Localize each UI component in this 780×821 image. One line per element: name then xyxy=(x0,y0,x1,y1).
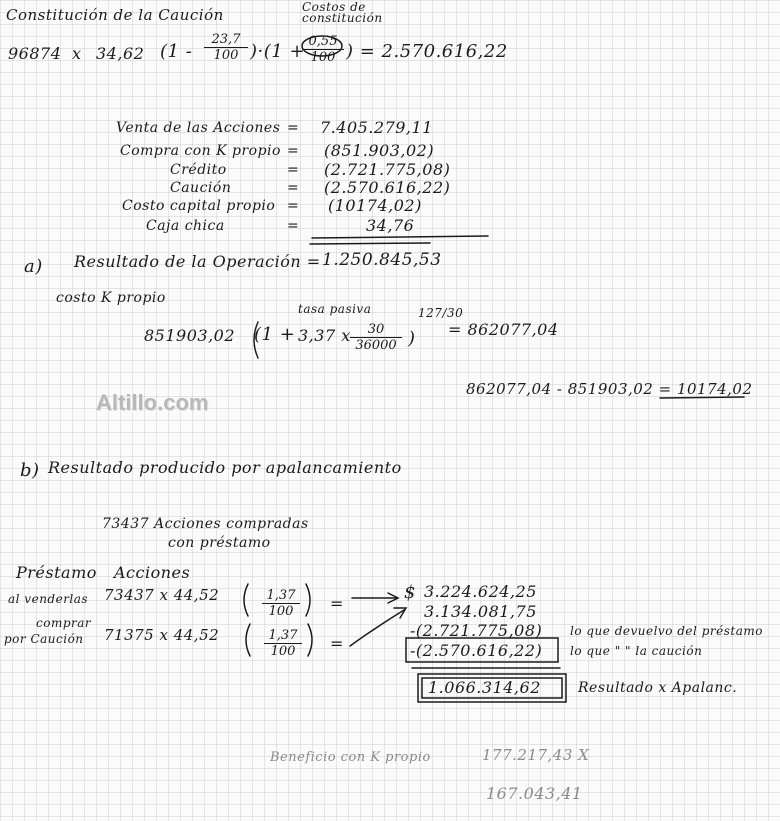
caucion-fraction-1 xyxy=(204,32,248,63)
fraction-numerator: 1,37 xyxy=(264,628,302,644)
costo-k-label: costo K propio xyxy=(56,290,166,306)
part-b-label: Resultado producido por apalancamiento xyxy=(48,458,402,477)
summary-eq: = xyxy=(287,143,300,159)
fraction-denominator: 100 xyxy=(270,644,296,659)
note-3: lo que devuelvo del préstamo xyxy=(570,624,763,638)
caucion-result: ) = 2.570.616,22 xyxy=(346,41,508,62)
fraction-numerator: 30 xyxy=(350,322,402,338)
dollar-sign: $ xyxy=(404,582,416,603)
summary-eq: = xyxy=(287,120,300,136)
bracket-right xyxy=(306,584,310,616)
costo-k-fraction xyxy=(350,322,402,353)
value-3: -(2.721.775,08) xyxy=(410,621,543,640)
col-acciones: Acciones xyxy=(114,563,191,582)
costos-note: Costos de constitución xyxy=(302,0,383,25)
part-a-value: 1.250.845,53 xyxy=(322,250,442,270)
arrow-curve xyxy=(350,610,404,646)
bracket-left xyxy=(246,624,250,656)
caucion-mid: )·(1 + xyxy=(250,41,306,62)
col-prestamo: Préstamo xyxy=(16,563,97,582)
row2-label-a: comprar xyxy=(36,616,92,630)
summary-label: Crédito xyxy=(170,162,227,178)
page-heading: Constitución de la Caución xyxy=(6,6,224,24)
separator-line-2 xyxy=(310,243,430,244)
fraction-numerator: 23,7 xyxy=(204,32,248,48)
costo-k-rate: 3,37 x xyxy=(298,326,351,345)
summary-label: Caución xyxy=(170,180,232,196)
caucion-mult: x xyxy=(72,44,82,63)
bracket-left xyxy=(244,584,248,616)
summary-value: (10174,02) xyxy=(328,196,422,215)
caucion-qty: 96874 xyxy=(8,44,62,63)
summary-value: 34,76 xyxy=(366,216,415,235)
caucion-fraction-2 xyxy=(302,34,344,65)
acciones-line-2: con préstamo xyxy=(168,535,271,551)
beneficio-value: 177.217,43 X xyxy=(482,746,590,764)
value-2: 3.134.081,75 xyxy=(424,602,537,621)
arrow-head xyxy=(388,593,398,603)
summary-value: (851.903,02) xyxy=(324,141,435,160)
part-a-marker: a) xyxy=(24,256,43,277)
total-label: Resultado x Apalanc. xyxy=(578,680,738,696)
summary-label: Costo capital propio xyxy=(122,198,276,214)
costo-k-exponent: 127/30 xyxy=(418,306,464,320)
acciones-line-1: 73437 Acciones compradas xyxy=(102,516,309,532)
row2-fraction xyxy=(264,628,302,659)
summary-label: Caja chica xyxy=(146,218,225,234)
summary-value: (2.570.616,22) xyxy=(324,178,451,197)
part-a-label: Resultado de la Operación = xyxy=(74,252,321,271)
beneficio-label: Beneficio con K propio xyxy=(270,750,431,765)
costo-k-open: (1 + xyxy=(254,324,296,345)
fraction-numerator: 1,37 xyxy=(262,588,300,604)
value-1: 3.224.624,25 xyxy=(424,582,537,601)
separator-line xyxy=(312,236,488,238)
fraction-denominator: 100 xyxy=(310,50,336,65)
costo-k-base: 851903,02 xyxy=(144,326,236,345)
summary-value: 7.405.279,11 xyxy=(320,118,433,137)
note-4: lo que " " la caución xyxy=(570,644,703,658)
watermark: Altillo.com xyxy=(96,390,209,415)
costo-k-diff: 862077,04 - 851903,02 = 10174,02 xyxy=(466,380,753,398)
summary-label: Venta de las Acciones xyxy=(116,120,281,136)
row1-label: al venderlas xyxy=(8,592,89,606)
row2-label-b: por Caución xyxy=(4,632,84,646)
fraction-denominator: 100 xyxy=(213,48,239,63)
row1-calc: 73437 x 44,52 xyxy=(104,586,220,604)
costo-k-close: ) xyxy=(408,328,416,349)
row1-fraction xyxy=(262,588,300,619)
value-4: -(2.570.616,22) xyxy=(410,641,543,660)
bracket-right xyxy=(308,624,312,656)
part-b-marker: b) xyxy=(20,460,40,481)
summary-eq: = xyxy=(287,218,300,234)
row1-eq: = xyxy=(330,594,344,613)
summary-eq: = xyxy=(287,180,300,196)
caucion-open: (1 - xyxy=(160,41,193,62)
summary-eq: = xyxy=(287,198,300,214)
tasa-pasiva-label: tasa pasiva xyxy=(298,302,372,316)
caucion-price: 34,62 xyxy=(96,44,145,63)
arrow-head xyxy=(394,608,406,618)
total-value: 1.066.314,62 xyxy=(428,678,541,697)
row2-eq: = xyxy=(330,634,344,653)
summary-eq: = xyxy=(287,162,300,178)
beneficio-value-2: 167.043,41 xyxy=(486,784,583,803)
row2-calc: 71375 x 44,52 xyxy=(104,626,220,644)
fraction-numerator: 0,55 xyxy=(302,34,344,50)
summary-value: (2.721.775,08) xyxy=(324,160,451,179)
fraction-denominator: 36000 xyxy=(355,338,397,353)
summary-label: Compra con K propio xyxy=(120,143,281,159)
costo-k-result: = 862077,04 xyxy=(448,320,559,339)
fraction-denominator: 100 xyxy=(268,604,294,619)
